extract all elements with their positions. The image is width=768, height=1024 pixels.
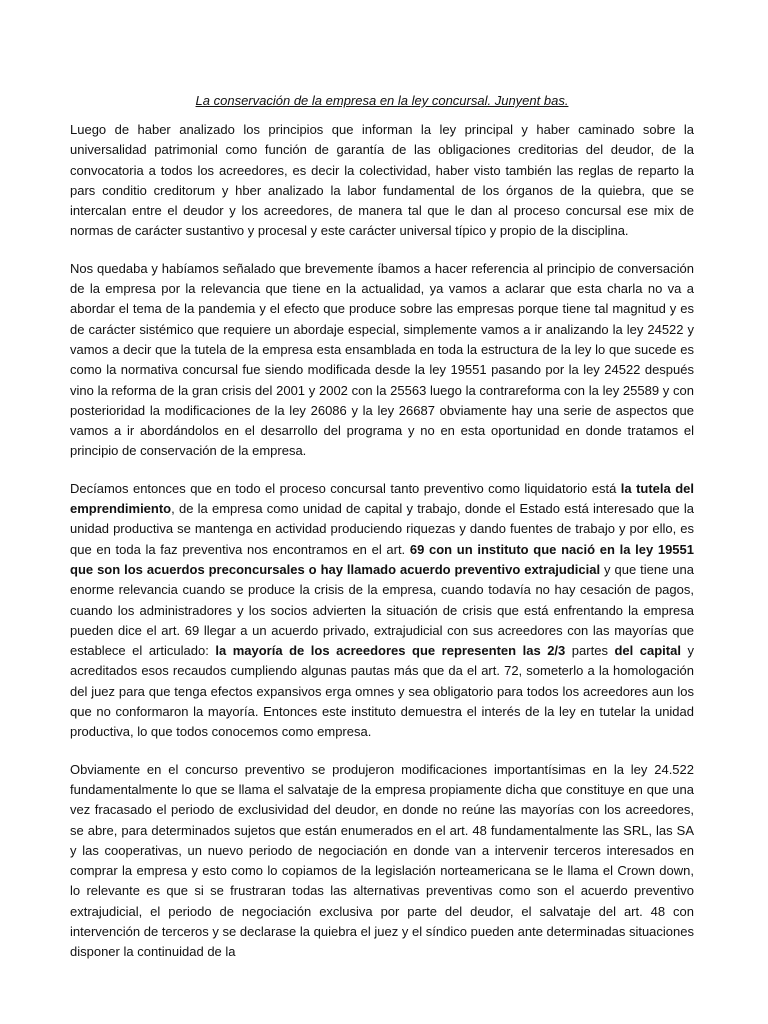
paragraph-3-emphasis: del capital [614, 643, 681, 659]
paragraph-4-text: Obviamente en el concurso preventivo se produjeron modificaciones importantísimas en la ley 24.522 fundamentalmente lo que se llama el salvataje de la empresa propiamente dicha que constituye en que una vez fracasado el periodo de exclusividad del deudor, en donde no reúne las mayorías con los acreedores, se abre, para determinados sujetos que están enumerados en el art. 48 fundamentalmente las SRL, las SA y las cooperativas, un nuevo periodo de negociación en donde van a intervenir terceros interesados en comprar la empresa y esto como lo copiamos de la legislación norteamericana se le llama el Crown down, lo relevante es que si se frustraran todas las alternativas preventivas como son el acuerdo preventivo extrajudicial, el periodo de negociación exclusiva por parte del deudor, el salvataje del art. 48 con intervención de terceros y se declarase la quiebra el juez y el síndico pueden ante determinadas situaciones disponer la continuidad de la [70, 761, 694, 960]
paragraph-3-emphasis: la tutela del emprendimiento [70, 480, 694, 517]
paragraph-3-text: y que tiene una enorme relevancia cuando se produce la crisis de la empresa, cuando todavía no hay cesación de pagos, cuando los administradores y los socios advierten la situación de crisis que está enfrentando la empresa pueden dice el art. 69 llegar a un acuerdo privado, extrajudicial con sus acreedores con las mayorías que establece el articulado: [70, 561, 694, 659]
paragraph-3-text: y acreditados esos recaudos cumpliendo algunas pautas más que da el art. 72, someterlo a la homologación del juez para que tenga efectos expansivos erga omnes y sea obligatorio para todos los acreedores aun los que no conformaron la mayoría. Entonces este instituto demuestra el interés de la ley en tutelar la unidad productiva, lo que todos conocemos como empresa. [70, 643, 694, 740]
document-page [70, 92, 694, 980]
paragraph-3-text: partes [565, 643, 615, 659]
paragraph-1-text: Luego de haber analizado los principios que informan la ley principal y haber caminado sobre la universalidad patrimonial como función de garantía de las obligaciones creditorias del deudor, de la convocatoria a todos los acreedores, es decir la colectividad, haber visto también las reglas de reparto la pars conditio creditorum y hber analizado la labor fundamental de los órganos de la quiebra, que se intercalan entre el deudor y los acreedores, de manera tal que le dan al proceso concursal ese mix de normas de carácter sustantivo y procesal y este carácter universal típico y propio de la disciplina. [70, 122, 694, 239]
paragraph-3-emphasis: la mayoría de los acreedores que representen las 2/3 [215, 643, 566, 659]
paragraph-2-text: Nos quedaba y habíamos señalado que brevemente íbamos a hacer referencia al principio de conversación de la empresa por la relevancia que tiene en la actualidad, ya vamos a aclarar que esta charla no va a abordar el tema de la pandemia y el efecto que produce sobre las empresas porque tiene tal magnitud y es de carácter sistémico que requiere un abordaje especial, simplemente vamos a ir analizando la ley 24522 y vamos a decir que la tutela de la empresa esta ensamblada en toda la estructura de la ley lo que sucede es como la normativa concursal fue siendo modificada desde la ley 19551 pasando por la ley 24522 después vino la reforma de la gran crisis del 2001 y 2002 con la 25563 luego la contrareforma con la ley 25589 y con posterioridad la modificaciones de la ley 26086 y la ley 26687 obviamente hay una serie de aspectos que vamos a ir abordándolos en el desarrollo del programa y no en esta oportunidad en donde tratamos el principio de conservación de la empresa. [70, 260, 694, 459]
paragraph-4 [70, 760, 694, 963]
paragraph-3 [70, 479, 694, 743]
paragraph-2 [70, 259, 694, 462]
document-title: La conservación de la empresa en la ley concursal. Junyent bas. [195, 93, 569, 108]
paragraph-3-text: Decíamos entonces que en todo el proceso concursal tanto preventivo como liquidatorio está [70, 480, 621, 496]
paragraph-1 [70, 120, 694, 242]
paragraph-3-emphasis: 69 con un instituto que nació en la ley 19551 que son los acuerdos preconcursales o hay llamado acuerdo preventivo extrajudicial [70, 541, 695, 577]
paragraph-3-text: , de la empresa como unidad de capital y trabajo, donde el Estado está interesado que la unidad productiva se mantenga en actividad produciendo riquezas y dando fuentes de trabajo y por ello, es que en toda la faz preventiva nos encontramos en el art. [70, 501, 694, 557]
